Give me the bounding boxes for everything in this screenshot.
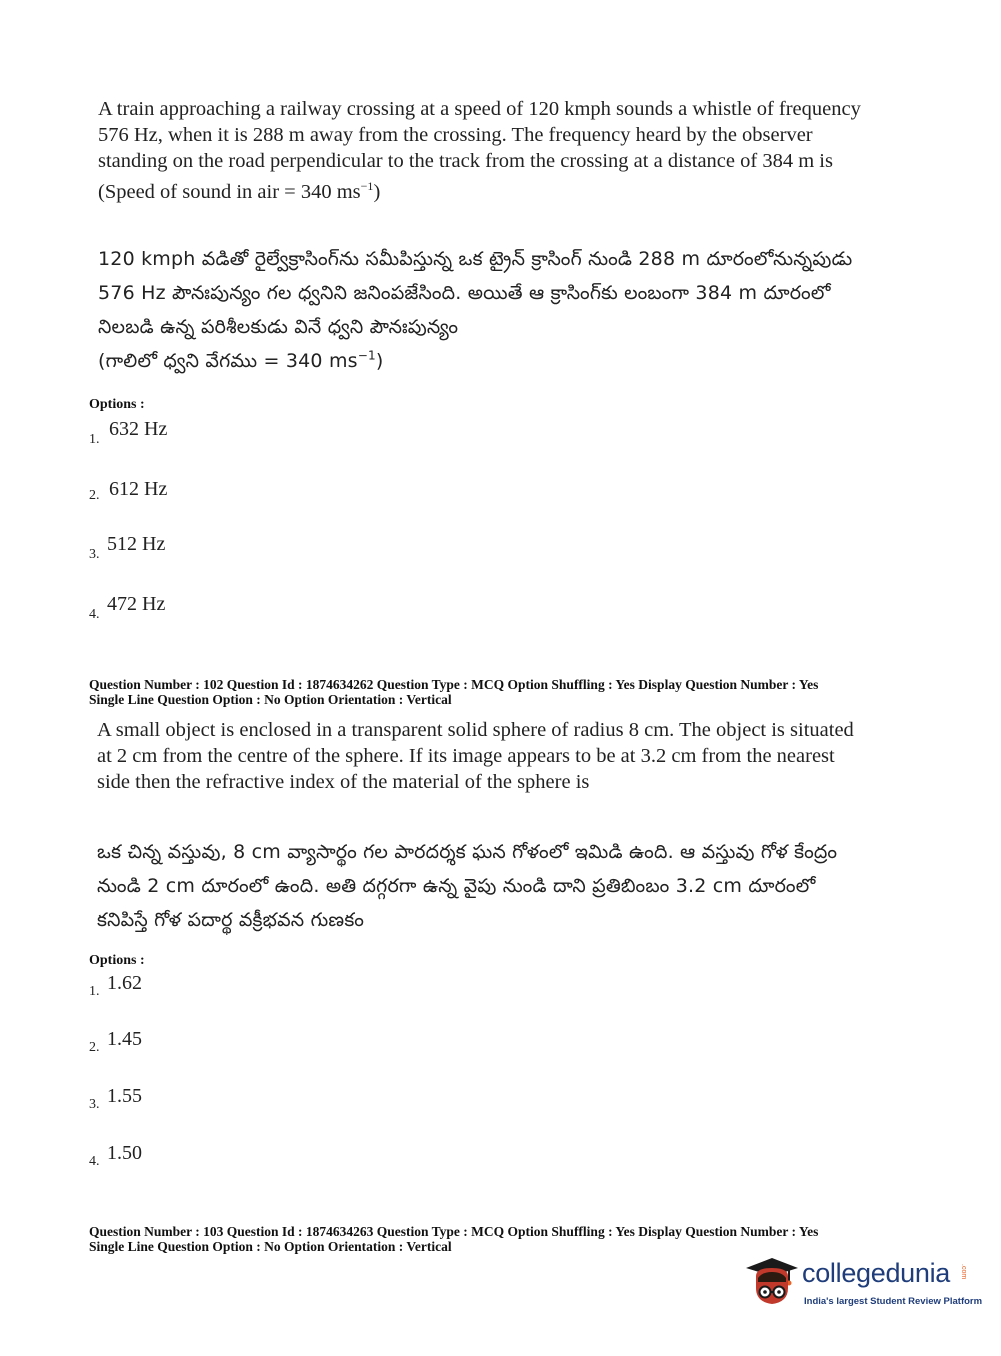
collegedunia-logo <box>742 1254 983 1314</box>
q102-telugu-text <box>97 835 897 937</box>
q101-telugu-line: 576 Hz పౌనఃపున్యం గల ధ్వనిని జనింపజేసింది. అయితే ఆ క్రాసింగ్‌కు లంబంగా 384 m దూరంలో <box>98 282 831 304</box>
q101-speed-note: (Speed of sound in air = 340 $ms^{-1}$) <box>98 179 381 203</box>
q101-english-line: A train approaching a railway crossing at a speed of 120 kmph sounds a whistle of frequency <box>98 98 861 120</box>
q103-metadata: Question Number : 103 Question Id : 1874634263 Question Type : MCQ Option Shuffling : Yes Display Question Number : Yes Single Line Question Option : No Option Orientation : Vertical <box>89 1224 819 1254</box>
q102-telugu-line: ఒక చిన్న వస్తువు, 8 cm వ్యాసార్థం గల పారదర్శక ఘన గోళంలో ఇమిడి ఉంది. ఆ వస్తువు గోళ కేంద్రం <box>97 841 838 863</box>
q102-options-label: Options : <box>89 953 145 968</box>
q101-telugu-text <box>98 242 898 378</box>
q101-telugu-line: 120 kmph వడితో రైల్వేక్రాసింగ్‌ను సమీపిస్తున్న ఒక ట్రైన్ క్రాసింగ్ నుండి 288 m దూరంలోనున్నపుడు <box>98 248 853 270</box>
q101-options-label: Options : <box>89 397 145 412</box>
q101-telugu-speed-note: (గాలిలో ధ్వని వేగము = 340 $ms^{-1}$) <box>98 348 384 372</box>
q102-english-line: side then the refractive index of the material of the sphere is <box>97 771 590 793</box>
q102-telugu-line: నుండి 2 cm దూరంలో ఉంది. అతి దగ్గరగా ఉన్న వైపు నుండి దాని ప్రతిబింబం 3.2 cm దూరంలో <box>97 875 816 897</box>
q102-english-line: A small object is enclosed in a transparent solid sphere of radius 8 cm. The object is situated <box>97 719 854 741</box>
q102-metadata: Question Number : 102 Question Id : 1874634262 Question Type : MCQ Option Shuffling : Yes Display Question Number : Yes Single Line Question Option : No Option Orientation : Vertical <box>89 677 819 707</box>
logo-wordmark: collegedunia <box>802 1258 951 1288</box>
q102-english-line: at 2 cm from the centre of the sphere. If its image appears to be at 3.2 cm from the nearest <box>97 745 835 767</box>
q101-english-line: 576 Hz, when it is 288 m away from the crossing. The frequency heard by the observer <box>98 124 813 146</box>
q101-telugu-line: నిలబడి ఉన్న పరిశీలకుడు వినే ధ్వని పౌనఃపున్యం <box>98 316 459 338</box>
q102-telugu-line: కనిపిస్తే గోళ పదార్థ వక్రీభవన గుణకం <box>97 909 365 931</box>
logo-tagline: India's largest Student Review Platform <box>804 1296 983 1307</box>
logo-suffix: .com <box>960 1264 967 1280</box>
q101-english-line: standing on the road perpendicular to the track from the crossing at a distance of 384 m is <box>98 150 833 172</box>
q102-english-text <box>97 717 877 795</box>
mascot-icon <box>742 1254 802 1314</box>
q101-english-text <box>98 96 878 205</box>
